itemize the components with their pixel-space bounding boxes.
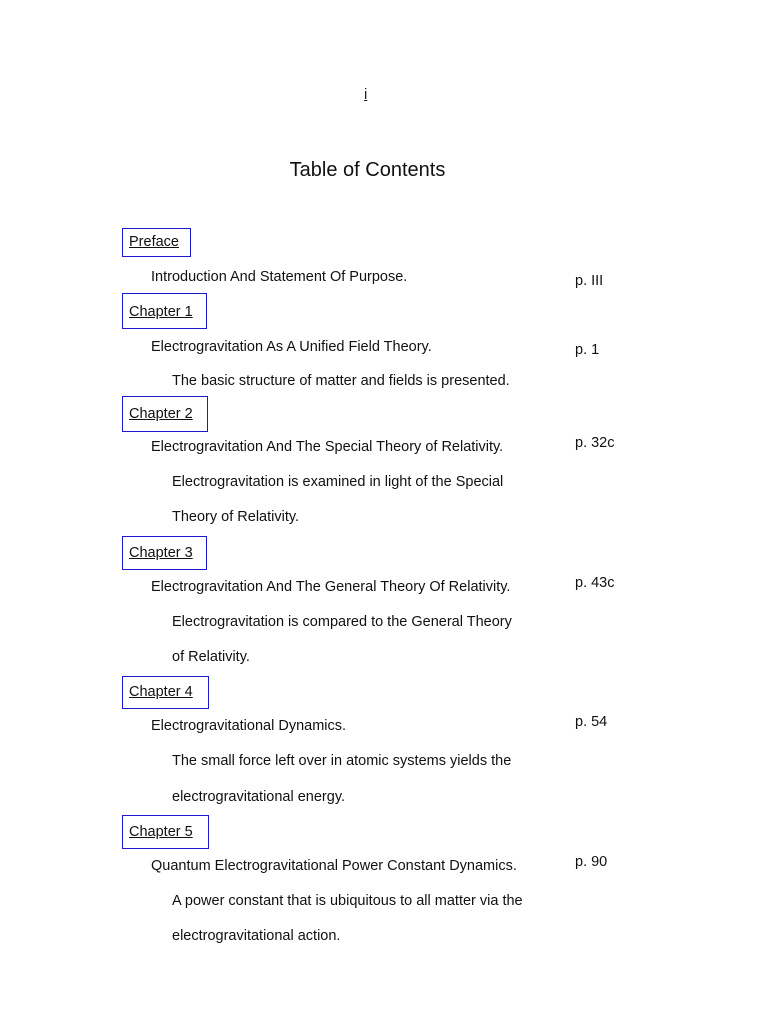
preface-entry-title: Introduction And Statement Of Purpose. bbox=[151, 269, 408, 285]
preface-link[interactable]: Preface bbox=[122, 228, 191, 257]
chapter-3-entry-title: Electrogravitation And The General Theory Of Relativity. bbox=[151, 579, 511, 595]
chapter-4-description-line: The small force left over in atomic systems yields the bbox=[172, 753, 512, 769]
chapter-5-page-ref: p. 90 bbox=[575, 854, 608, 870]
chapter-2-link[interactable]: Chapter 2 bbox=[122, 396, 208, 432]
chapter-4-link[interactable]: Chapter 4 bbox=[122, 676, 209, 709]
page-number[interactable]: i bbox=[364, 86, 368, 103]
chapter-4-page-ref: p. 54 bbox=[575, 714, 608, 730]
chapter-2-description-line: Theory of Relativity. bbox=[172, 509, 300, 525]
chapter-1-link[interactable]: Chapter 1 bbox=[122, 293, 207, 329]
chapter-4-description-line: electrogravitational energy. bbox=[172, 789, 346, 805]
chapter-1-description-line: The basic structure of matter and fields is presented. bbox=[172, 373, 510, 389]
chapter-5-description-line: A power constant that is ubiquitous to all matter via the bbox=[172, 893, 523, 909]
page-title: Table of Contents bbox=[289, 159, 446, 181]
chapter-2-description-line: Electrogravitation is examined in light of the Special bbox=[172, 474, 504, 490]
chapter-2-entry-title: Electrogravitation And The Special Theory of Relativity. bbox=[151, 439, 504, 455]
chapter-3-description-line: Electrogravitation is compared to the General Theory bbox=[172, 614, 512, 630]
chapter-1-entry-title: Electrogravitation As A Unified Field Theory. bbox=[151, 339, 432, 355]
chapter-5-description-line: electrogravitational action. bbox=[172, 928, 341, 944]
chapter-2-page-ref: p. 32c bbox=[575, 435, 615, 451]
chapter-3-link[interactable]: Chapter 3 bbox=[122, 536, 207, 570]
chapter-5-link[interactable]: Chapter 5 bbox=[122, 815, 209, 849]
chapter-4-entry-title: Electrogravitational Dynamics. bbox=[151, 718, 347, 734]
chapter-3-description-line: of Relativity. bbox=[172, 649, 250, 665]
chapter-1-page-ref: p. 1 bbox=[575, 342, 600, 358]
preface-page-ref: p. III bbox=[575, 273, 604, 289]
chapter-5-entry-title: Quantum Electrogravitational Power Constant Dynamics. bbox=[151, 858, 517, 874]
chapter-3-page-ref: p. 43c bbox=[575, 575, 615, 591]
